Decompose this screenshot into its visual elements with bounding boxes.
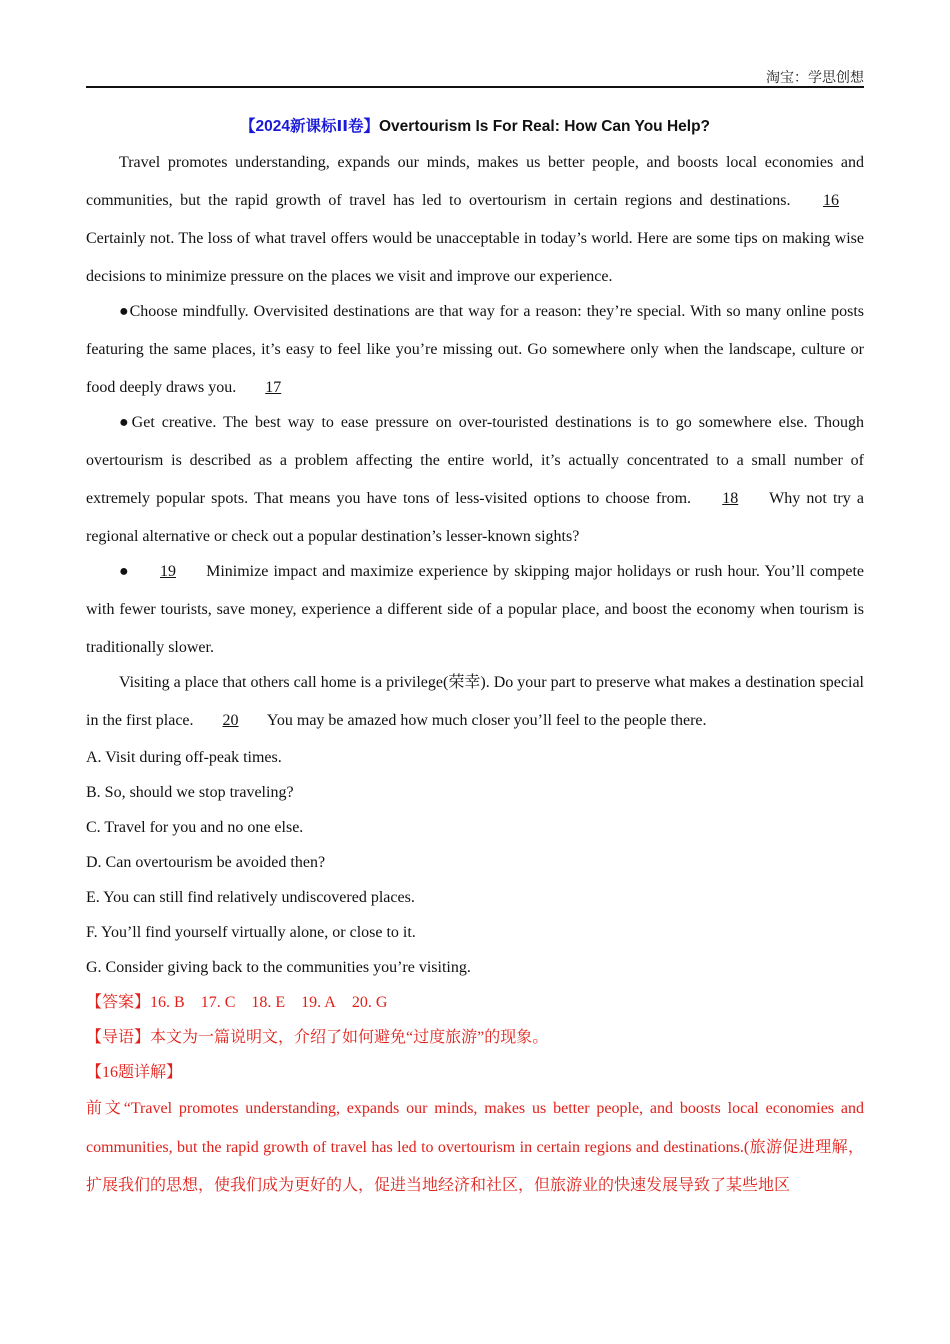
blank-17: 17 xyxy=(265,379,282,396)
guide-text: 本文为一篇说明文，介绍了如何避免“过度旅游”的现象。 xyxy=(150,1029,549,1046)
answer-key: 【答案】16. B 17. C 18. E 19. A 20. G xyxy=(86,994,388,1011)
option-g: G. Consider giving back to the communities you’re visiting. xyxy=(86,959,471,976)
guide-label: 【导语】 xyxy=(86,1029,151,1046)
header-source-text: 淘宝：学思创想 xyxy=(766,71,864,86)
paragraph-2: ●Choose mindfully. Overvisited destinations are that way for a reason: they’re special. With so many online posts featuring the same places, it’s easy to feel like you’re missing out. Go somewhere only when the landscape, culture or food deeply draws you. 17 xyxy=(86,293,864,407)
detail-16-text: 前文“Travel promotes understanding, expands our minds, makes us better people, and boosts local economies and communities, but the rapid growth of travel has led to overtourism in certain regions and destinations.(旅游促进理解，扩展我们的思想，使我们成为更好的人，促进当地经济和社区，但旅游业的快速发展导致了某些地区 xyxy=(86,1100,864,1194)
paragraph-5: Visiting a place that others call home is a privilege(荣幸). Do your part to preserve what makes a destination special in the first place. 20 You may be amazed how much closer you’ll feel to the people there. xyxy=(86,664,864,740)
blank-16: 16 xyxy=(823,192,839,209)
paragraph-1: Travel promotes understanding, expands our minds, makes us better people, and boosts local economies and communities, but the rapid growth of travel has led to overtourism in certain regions and destinations. 16 Certainly not. The loss of what travel offers would be unacceptable in today’s world. Here are some tips on making wise decisions to minimize pressure on the places we visit and improve our experience. xyxy=(86,154,864,285)
page-header xyxy=(86,66,864,88)
option-e: E. You can still find relatively undiscovered places. xyxy=(86,889,415,906)
blank-18: 18 xyxy=(722,490,739,507)
option-d: D. Can overtourism be avoided then? xyxy=(86,854,326,871)
paragraph-4: ● 19 Minimize impact and maximize experience by skipping major holidays or rush hour. You’ll compete with fewer tourists, save money, experience a different side of a popular place, and boost the economy when tourism is traditionally slower. xyxy=(86,553,864,667)
blank-19: 19 xyxy=(159,563,176,580)
paragraph-3: ●Get creative. The best way to ease pressure on over-touristed destinations is to go somewhere else. Though overtourism is described as a problem affecting the entire world, it’s actually concentrated to a small number of extremely popular spots. That means you have tons of less-visited options to choose from. 18 Why not try a regional alternative or check out a popular destination’s lesser-known sights? xyxy=(86,414,865,545)
options-list xyxy=(86,740,864,985)
option-c: C. Travel for you and no one else. xyxy=(86,819,304,836)
document-content xyxy=(86,110,864,1206)
passage-title xyxy=(86,110,864,144)
option-b: B. So, should we stop traveling? xyxy=(86,784,294,801)
answer-label: 【答案】 xyxy=(86,994,151,1011)
detail-16-label: 【16题详解】 xyxy=(86,1064,183,1081)
passage-title-text: Overtourism Is For Real: How Can You Help? xyxy=(379,118,711,135)
blank-20: 20 xyxy=(222,712,239,729)
option-f: F. You’ll find yourself virtually alone, or close to it. xyxy=(86,924,416,941)
option-a: A. Visit during off-peak times. xyxy=(86,749,282,766)
guide-line xyxy=(86,1020,864,1055)
exam-tag: 【2024新课标ⅠⅠ卷】 xyxy=(239,118,379,135)
